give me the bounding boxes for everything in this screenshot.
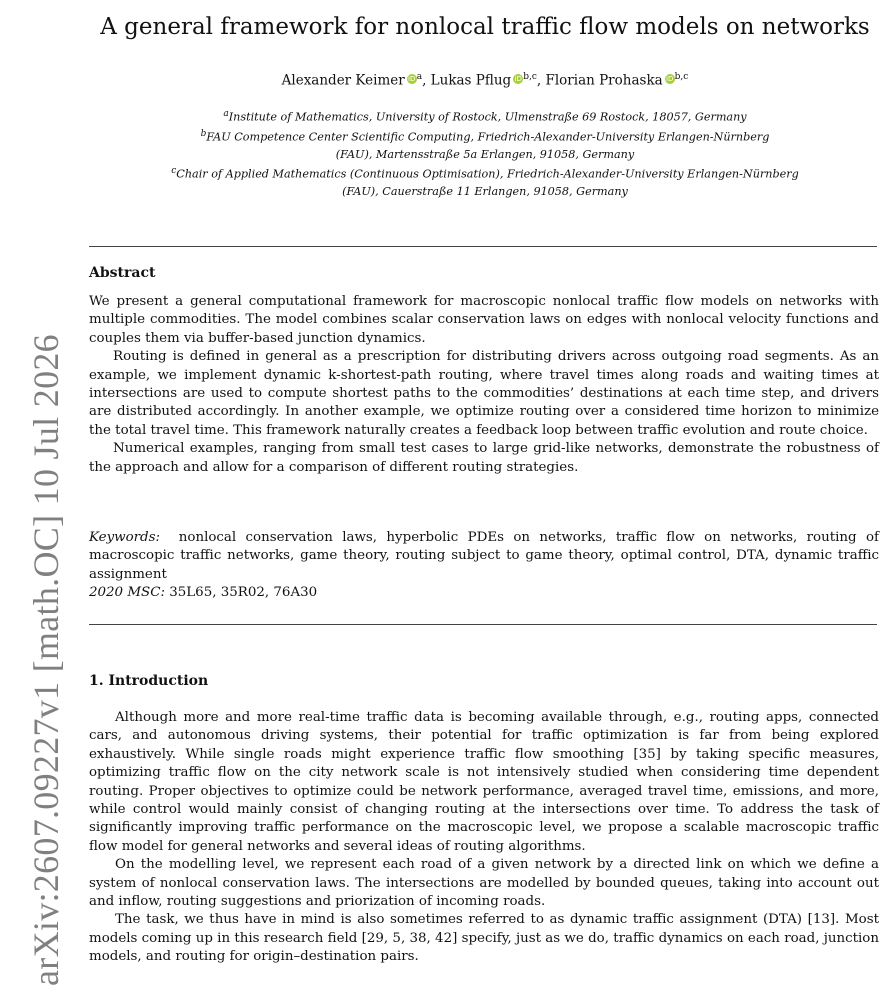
affiliation-line: (FAU), Martensstraße 5a Erlangen, 91058, Germany <box>335 148 635 162</box>
abstract-body <box>89 293 879 477</box>
abstract-paragraph: Numerical examples, ranging from small test cases to large grid-like networks, demonstrate the robustness of the approach and allow for a comparison of different routing strategies. <box>89 441 879 475</box>
keywords-label: Keywords: <box>89 530 161 545</box>
paper-title: A general framework for nonlocal traffic flow models on networks <box>100 14 870 40</box>
keywords-text: nonlocal conservation laws, hyperbolic PDEs on networks, traffic flow on networks, routing of macroscopic traffic networks, game theory, routing subject to game theory, optimal control, DTA, dynamic traffic assignment <box>89 530 879 582</box>
affiliations <box>90 106 880 201</box>
abstract-paragraph: Routing is defined in general as a prescription for distributing drivers across outgoing road segments. As an example, we implement dynamic k-shortest-path routing, where travel times along roads and waiting times at intersections are used to compute shortest paths to the commodities’ destinations at each time step, and drivers are distributed accordingly. In another example, we optimize routing over a considered time horizon to minimize the total travel time. This framework naturally creates a feedback loop between traffic evolution and route choice. <box>89 349 879 438</box>
msc-label: 2020 MSC: <box>89 585 165 601</box>
author-affil-mark: b,c <box>674 72 689 82</box>
introduction-body <box>89 709 879 967</box>
affiliation-line: $^b$FAU Competence Center Scientific Computing, Friedrich-Alexander-University Erlangen-Nürnberg <box>200 129 770 144</box>
author-affil-mark: b,c <box>523 72 537 82</box>
intro-paragraph: On the modelling level, we represent each road of a given network by a directed link on which we define a system of nonlocal conservation laws. The intersections are modelled by bounded queues, taking into account out and inflow, routing suggestions and priorization of incoming roads. <box>89 857 879 910</box>
orcid-icon[interactable]: iD <box>514 74 522 83</box>
affiliation-line: $^c$Chair of Applied Mathematics (Continuous Optimisation), Friedrich-Alexander-University Erlangen-Nürnberg <box>171 166 799 182</box>
divider <box>89 624 877 625</box>
author-name: Lukas Pflug <box>430 72 512 89</box>
author-list: Alexander Keimer $iD^a$, Lukas Pflug iD$^{b,c}$, Florian Prohaska iD$^{b,c}$ <box>281 72 689 89</box>
author-name: Alexander Keimer <box>281 72 405 89</box>
msc-text: 35L65, 35R02, 76A30 <box>169 585 318 601</box>
abstract-paragraph: We present a general computational framework for macroscopic nonlocal traffic flow models on networks with multiple commodities. The model combines scalar conservation laws on edges with nonlocal velocity functions and couples them via buffer-based junction dynamics. <box>89 294 879 346</box>
arxiv-identifier: arXiv:2607.09227v1 [math.OC] 10 Jul 2026 <box>26 334 66 986</box>
section-heading: 1. Introduction <box>89 673 209 689</box>
orcid-icon[interactable]: iD <box>666 74 674 83</box>
intro-paragraph: Although more and more real-time traffic data is becoming available through, e.g., routing apps, connected cars, and autonomous driving systems, their potential for traffic optimization is far from being explored exhaustively. While single roads might experience traffic flow smoothing [35] by taking specific measures, optimizing traffic flow on the city network scale is not intensively studied when considering time dependent routing. Proper objectives to optimize could be network performance, averaged travel time, emissions, and more, while control would mainly consist of changing routing at the intersections over time. To address the task of significantly improving traffic performance on the macroscopic level, we propose a scalable macroscopic traffic flow model for general networks and several ideas of routing algorithms. <box>89 710 879 854</box>
abstract-heading: Abstract <box>89 265 156 281</box>
intro-paragraph: The task, we thus have in mind is also sometimes referred to as dynamic traffic assignment (DTA) [13]. Most models coming up in this research field [29, 5, 38, 42] specify, just as we do, traffic dynamics on each road, junction models, and routing for origin–destination pairs. <box>89 912 879 965</box>
divider <box>89 246 877 247</box>
orcid-icon[interactable]: iD <box>408 74 416 83</box>
author-affil-mark: a <box>416 72 423 82</box>
author-name: Florian Prohaska <box>545 72 663 89</box>
affiliation-line: (FAU), Cauerstraße 11 Erlangen, 91058, Germany <box>342 185 628 199</box>
affiliation-line: $^a$Institute of Mathematics, University of Rostock, Ulmenstraße 69 Rostock, 18057, Germany <box>223 109 747 124</box>
keywords-block <box>89 529 879 603</box>
